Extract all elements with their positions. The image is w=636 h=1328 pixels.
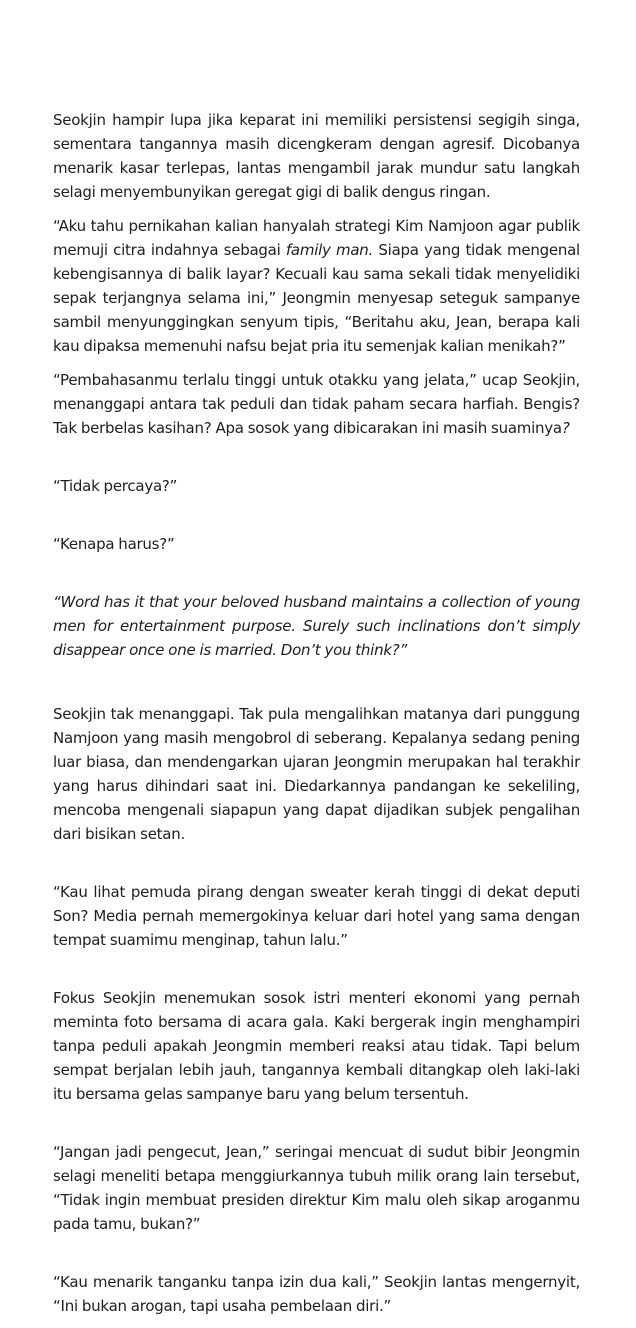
paragraph-4 [53, 450, 580, 498]
paragraph-text: Siapa yang tidak mengenal kebengisannya di balik layar? Kecuali kau sama sekali tidak menyelidiki sepak terjangnya selama ini,” Jeongmin menyesap seteguk sampanye sambil menyunggingkan senyum tipis, “Beritahu aku, Jean, berapa kali kau dipaksa memenuhi nafsu bejat pria itu semenjak kalian menikah?” [53, 241, 580, 355]
italic-phrase: family man. [285, 241, 374, 259]
italic-question-mark: ? [561, 419, 570, 437]
dialogue-line: “Kenapa harus?” [53, 535, 175, 553]
paragraph-text: “Kau lihat pemuda pirang dengan sweater kerah tinggi di dekat deputi Son? Media pernah memergokinya keluar dari hotel yang sama dengan tempat suamimu menginap, tahun lalu.” [53, 883, 580, 949]
paragraph-11 [53, 1246, 580, 1318]
paragraph-text: “Jangan jadi pengecut, Jean,” seringai mencuat di sudut bibir Jeongmin selagi meneliti betapa menggiurkannya tubuh milik orang lain tersebut, “Tidak ingin membuat presiden direktur Kim malu oleh sikap aroganmu pada tamu, bukan?” [53, 1143, 580, 1233]
paragraph-text: “Pembahasanmu terlalu tinggi untuk otakku yang jelata,” ucap Seokjin, menanggapi antara tak peduli dan tidak paham secara harfiah. Bengis? Tak berbelas kasihan? Apa sosok yang dibicarakan ini masih suaminya [53, 371, 580, 437]
paragraph-9 [53, 962, 580, 1106]
paragraph-1 [53, 84, 580, 204]
paragraph-text: Fokus Seokjin menemukan sosok istri menteri ekonomi yang pernah meminta foto bersama di acara gala. Kaki bergerak ingin menghampiri tanpa peduli apakah Jeongmin memberi reaksi atau tidak. Tapi belum sempat berjalan lebih jauh, tangannya kembali ditangkap oleh laki-laki itu bersama gelas sampanye baru yang belum tersentuh. [53, 989, 580, 1103]
paragraph-text: Seokjin tak menanggapi. Tak pula mengalihkan matanya dari punggung Namjoon yang masih mengobrol di seberang. Kepalanya sedang pening luar biasa, dan mendengarkan ujaran Jeongmin merupakan hal terakhir yang harus dihindari saat ini. Diedarkannya pandangan ke sekeliling, mencoba mengenali siapapun yang dapat dijadikan subjek pengalihan dari bisikan setan. [53, 705, 580, 843]
document-page [53, 84, 580, 1328]
paragraph-3 [53, 368, 580, 440]
paragraph-7 [53, 678, 580, 846]
paragraph-10 [53, 1116, 580, 1236]
paragraph-5 [53, 508, 580, 556]
dialogue-line: “Tidak percaya?” [53, 477, 178, 495]
paragraph-text: “Aku tahu pernikahan kalian hanyalah strategi Kim Namjoon agar publik memuji citra indahnya sebagai [53, 217, 580, 259]
paragraph-2 [53, 214, 580, 358]
paragraph-text: Seokjin hampir lupa jika keparat ini memiliki persistensi segigih singa, sementara tangannya masih dicengkeram dengan agresif. Dicobanya menarik kasar terlepas, lantas mengambil jarak mundur satu langkah selagi menyembunyikan geregat gigi di balik dengus ringan. [53, 111, 580, 201]
italic-quote-text: “Word has it that your beloved husband maintains a collection of young men for entertainment purpose. Surely such inclinations don’t simply disappear once one is married. Don’t you think?” [53, 593, 580, 659]
paragraph-8 [53, 856, 580, 952]
paragraph-6-italic-quote [53, 566, 580, 662]
paragraph-text: “Kau menarik tanganku tanpa izin dua kali,” Seokjin lantas mengernyit, “Ini bukan arogan, tapi usaha pembelaan diri.” [53, 1273, 580, 1315]
